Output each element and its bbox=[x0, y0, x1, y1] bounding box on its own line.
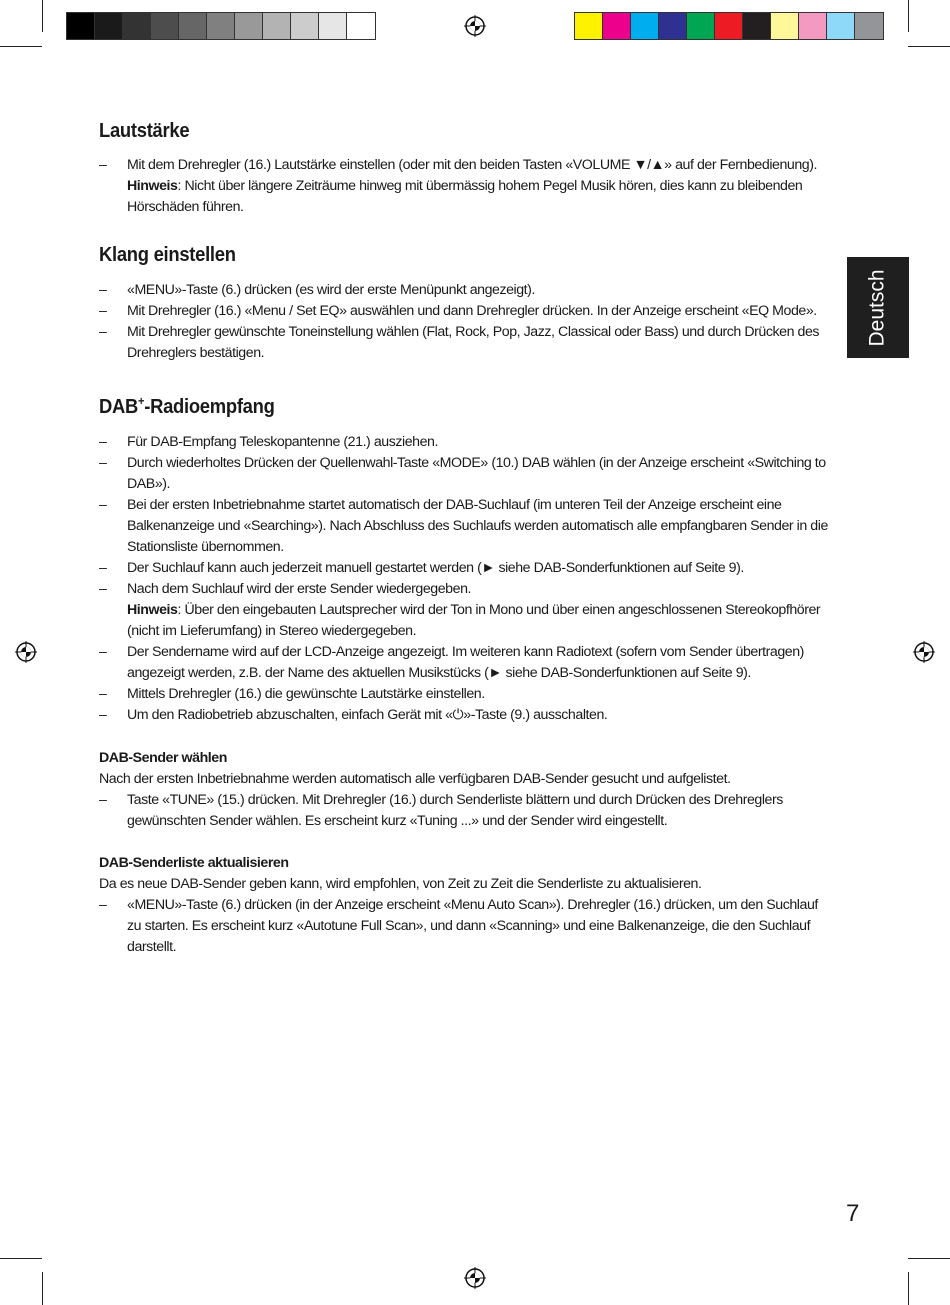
list-item: – Durch wiederholtes Drücken der Quellenwahl-Taste «MODE» (10.) DAB wählen (in der Anzeige erscheint «Switching to DAB»). bbox=[99, 455, 826, 492]
list-item: – Der Sendername wird auf der LCD-Anzeige angezeigt. Im weiteren kann Radiotext (sofern vom Sender übertragen) angezeigt werden, z.B. der Name des aktuellen Musikstücks (► siehe DAB-Sonderfunktionen auf Seite 9). bbox=[99, 644, 804, 681]
page-content bbox=[99, 117, 829, 958]
list-item: – Mit dem Drehregler (16.) Lautstärke einstellen (oder mit den beiden Tasten «VOLUME ▼/▲» auf der Fernbedienung). Hinweis: Nicht über längere Zeiträume hinweg mit übermässig hohem Pegel Musik hören, dies kann zu bleibenden Hörschäden führen. bbox=[99, 157, 817, 215]
color-swatch bbox=[855, 13, 883, 39]
crop-mark bbox=[42, 1272, 43, 1305]
color-swatch bbox=[659, 13, 687, 39]
language-tab-label: Deutsch bbox=[866, 268, 890, 347]
section-dab-update bbox=[99, 853, 829, 958]
registration-mark-icon bbox=[464, 1267, 486, 1289]
list-item: – Taste «TUNE» (15.) drücken. Mit Drehregler (16.) durch Senderliste blättern und durch Drücken des Drehreglers gewünschten Sender wählen. Es erscheint kurz «Tuning ...» und der Sender wird eingestellt. bbox=[99, 792, 783, 829]
section-volume bbox=[99, 117, 829, 218]
subsection-title: DAB-Senderliste aktualisieren bbox=[99, 855, 289, 871]
color-swatch bbox=[123, 13, 151, 39]
list-item: – Um den Radiobetrieb abzuschalten, einfach Gerät mit «⏻»-Taste (9.) ausschalten. bbox=[99, 707, 608, 723]
color-swatch bbox=[319, 13, 347, 39]
color-swatch bbox=[235, 13, 263, 39]
color-swatch bbox=[347, 13, 375, 39]
paragraph: Nach der ersten Inbetriebnahme werden automatisch alle verfügbaren DAB-Sender gesucht und aufgelistet. bbox=[99, 771, 731, 787]
bullet-list bbox=[99, 432, 829, 726]
crop-mark bbox=[908, 0, 909, 32]
color-swatch bbox=[603, 13, 631, 39]
color-swatch bbox=[771, 13, 799, 39]
registration-mark-icon bbox=[464, 15, 486, 37]
list-item: – Mit Drehregler (16.) «Menu / Set EQ» auswählen und dann Drehregler drücken. In der Anzeige erscheint «EQ Mode». bbox=[99, 303, 817, 319]
list-item: – Mittels Drehregler (16.) die gewünschte Lautstärke einstellen. bbox=[99, 686, 485, 702]
language-tab bbox=[847, 257, 909, 358]
color-swatch bbox=[575, 13, 603, 39]
color-swatch bbox=[799, 13, 827, 39]
section-title: DAB+-Radioempfang bbox=[99, 394, 275, 418]
color-swatch bbox=[827, 13, 855, 39]
subsection-title: DAB-Sender wählen bbox=[99, 750, 227, 766]
page-number: 7 bbox=[846, 1200, 860, 1227]
color-swatch bbox=[743, 13, 771, 39]
list-item: – «MENU»-Taste (6.) drücken (es wird der erste Menüpunkt angezeigt). bbox=[99, 282, 535, 298]
list-item: – Für DAB-Empfang Teleskopantenne (21.) ausziehen. bbox=[99, 434, 438, 450]
section-title: Lautstärke bbox=[99, 120, 190, 142]
bullet-list bbox=[99, 155, 829, 218]
section-sound bbox=[99, 241, 829, 364]
bullet-list bbox=[99, 895, 829, 958]
color-swatch bbox=[687, 13, 715, 39]
list-item: – Bei der ersten Inbetriebnahme startet automatisch der DAB-Suchlauf (im unteren Teil der Anzeige erscheint eine Balkenanzeige und «Searching»). Nach Abschluss des Suchlaufs werden automatisch alle empfangbaren Sender in die Stationsliste übernommen. bbox=[99, 497, 828, 555]
hint-label: Hinweis bbox=[127, 602, 178, 618]
crop-mark bbox=[42, 0, 43, 32]
color-swatch bbox=[715, 13, 743, 39]
bullet-list bbox=[99, 280, 829, 364]
color-swatch bbox=[263, 13, 291, 39]
color-swatch bbox=[151, 13, 179, 39]
crop-mark bbox=[908, 1272, 909, 1305]
color-swatch bbox=[631, 13, 659, 39]
bullet-list bbox=[99, 790, 829, 832]
registration-mark-icon bbox=[913, 641, 935, 663]
section-dab-select bbox=[99, 748, 829, 832]
hint-label: Hinweis bbox=[127, 178, 178, 194]
crop-mark bbox=[0, 1258, 42, 1259]
crop-mark bbox=[908, 1258, 950, 1259]
paragraph: Da es neue DAB-Sender geben kann, wird empfohlen, von Zeit zu Zeit die Senderliste zu aktualisieren. bbox=[99, 876, 702, 892]
section-dab bbox=[99, 387, 829, 726]
color-swatch bbox=[67, 13, 95, 39]
color-swatch bbox=[179, 13, 207, 39]
crop-mark bbox=[0, 46, 42, 47]
grayscale-color-bar bbox=[66, 12, 376, 40]
list-item: – «MENU»-Taste (6.) drücken (in der Anzeige erscheint «Menu Auto Scan»). Drehregler (16.) drücken, um den Suchlauf zu starten. Es erscheint kurz «Autotune Full Scan», und dann «Scanning» und eine Balkenanzeige, die den Suchlauf darstellt. bbox=[99, 897, 818, 955]
color-swatch bbox=[207, 13, 235, 39]
crop-mark bbox=[908, 46, 950, 47]
color-swatch bbox=[291, 13, 319, 39]
process-color-bar bbox=[574, 12, 884, 40]
section-title: Klang einstellen bbox=[99, 244, 236, 266]
color-swatch bbox=[95, 13, 123, 39]
list-item: – Der Suchlauf kann auch jederzeit manuell gestartet werden (► siehe DAB-Sonderfunktionen auf Seite 9). bbox=[99, 560, 744, 576]
registration-mark-icon bbox=[15, 641, 37, 663]
list-item: – Mit Drehregler gewünschte Toneinstellung wählen (Flat, Rock, Pop, Jazz, Classical oder Bass) und durch Drücken des Drehreglers bestätigen. bbox=[99, 324, 820, 361]
list-item: – Nach dem Suchlauf wird der erste Sender wiedergegeben. Hinweis: Über den eingebauten Lautsprecher wird der Ton in Mono und über einen angeschlossenen Stereokopfhörer (nicht im Lieferumfang) in Stereo wiedergegeben. bbox=[99, 581, 821, 639]
